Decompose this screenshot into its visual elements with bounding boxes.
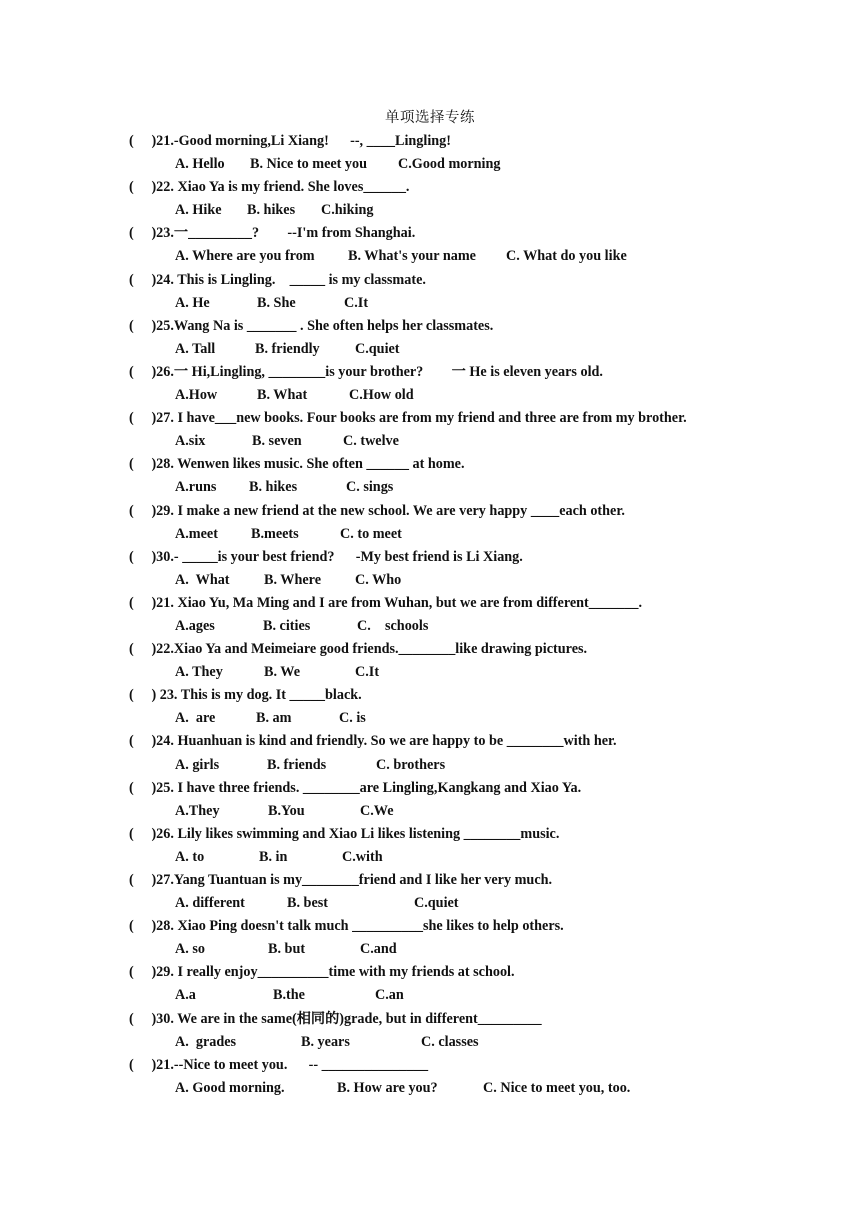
option-c: C. to meet — [340, 525, 402, 542]
option-c: C.It — [344, 294, 369, 311]
answer-options — [129, 199, 829, 222]
option-a: A.How — [175, 387, 218, 404]
question-stem: ( )29. I make a new friend at the new school. We are very happy ____each other. — [129, 502, 625, 519]
question-item — [129, 453, 829, 499]
question-item — [129, 130, 829, 176]
answer-options — [129, 892, 829, 915]
question-stem: ( )25. I have three friends. ________are Lingling,Kangkang and Xiao Ya. — [129, 779, 582, 796]
answer-options — [129, 754, 829, 777]
option-b: B. friendly — [255, 340, 320, 357]
option-b: B. am — [256, 710, 292, 727]
option-b: B. Where — [264, 571, 322, 588]
option-c: C. Nice to meet you, too. — [483, 1079, 631, 1096]
option-b: B. best — [287, 895, 328, 912]
question-item — [129, 269, 829, 315]
answer-options — [129, 292, 829, 315]
option-b: B. years — [301, 1033, 350, 1050]
question-stem: ( )21. Xiao Yu, Ma Ming and I are from Wuhan, but we are from different_______. — [129, 594, 642, 611]
option-c: C.Good morning — [398, 156, 501, 173]
answer-options — [129, 846, 829, 869]
option-c: C. is — [339, 710, 366, 727]
question-item — [129, 1008, 829, 1054]
answer-options — [129, 569, 829, 592]
answer-options — [129, 938, 829, 961]
option-b: B. in — [259, 848, 288, 865]
answer-options — [129, 707, 829, 730]
answer-options — [129, 615, 829, 638]
answer-options — [129, 153, 829, 176]
option-a: A. Hello — [175, 156, 225, 173]
question-stem: ( )25.Wang Na is _______ . She often helps her classmates. — [129, 317, 494, 334]
answer-options — [129, 430, 829, 453]
question-item — [129, 222, 829, 268]
answer-options — [129, 245, 829, 268]
page-title: 单项选择专练 — [385, 110, 475, 126]
question-item — [129, 176, 829, 222]
question-item — [129, 869, 829, 915]
option-b: B. What's your name — [348, 248, 476, 265]
answer-options — [129, 1077, 829, 1100]
option-a: A. to — [175, 848, 205, 865]
answer-options — [129, 800, 829, 823]
option-a: A.six — [175, 433, 206, 450]
option-a: A. girls — [175, 756, 220, 773]
option-c: C. What do you like — [506, 248, 627, 265]
question-item — [129, 823, 829, 869]
option-c: C.an — [375, 987, 404, 1004]
question-stem: ( )24. Huanhuan is kind and friendly. So we are happy to be ________with her. — [129, 733, 617, 750]
option-b: B.the — [273, 987, 305, 1004]
answer-options — [129, 984, 829, 1007]
option-a: A. Where are you from — [175, 248, 315, 265]
question-item — [129, 500, 829, 546]
question-stem: ( )21.--Nice to meet you. -- _______________ — [129, 1056, 429, 1073]
question-stem: ( )22.Xiao Ya and Meimeiare good friends.________like drawing pictures. — [129, 641, 588, 658]
option-c: C. Who — [355, 571, 402, 588]
question-stem: ( )23.一_________? --I'm from Shanghai. — [129, 225, 416, 242]
answer-options — [129, 523, 829, 546]
option-a: A. Hike — [175, 202, 222, 219]
option-b: B. We — [264, 664, 301, 681]
option-c: C. schools — [357, 617, 429, 634]
question-stem: ( )28. Wenwen likes music. She often ______ at home. — [129, 456, 465, 473]
question-stem: ( )29. I really enjoy__________time with my friends at school. — [129, 964, 515, 981]
answer-options — [129, 661, 829, 684]
option-a: A.ages — [175, 617, 215, 634]
option-b: B. Nice to meet you — [250, 156, 368, 173]
question-item — [129, 1054, 829, 1100]
answer-options — [129, 476, 829, 499]
option-a: A. Good morning. — [175, 1079, 285, 1096]
option-a: A. grades — [175, 1033, 237, 1050]
option-b: B. What — [257, 387, 308, 404]
option-a: A. They — [175, 664, 223, 681]
option-c: C.quiet — [355, 340, 400, 357]
question-stem: ( )22. Xiao Ya is my friend. She loves______. — [129, 179, 410, 196]
option-c: C.quiet — [414, 895, 459, 912]
option-b: B. She — [257, 294, 296, 311]
option-a: A. so — [175, 941, 205, 958]
question-list — [129, 130, 829, 1100]
option-c: C. brothers — [376, 756, 446, 773]
option-c: C.We — [360, 802, 394, 819]
option-c: C.How old — [349, 387, 414, 404]
option-b: B. seven — [252, 433, 302, 450]
question-stem: ( )26.一 Hi,Lingling, ________is your brother? 一 He is eleven years old. — [129, 363, 603, 380]
question-stem: ( )28. Xiao Ping doesn't talk much __________she likes to help others. — [129, 918, 564, 935]
question-stem: ( )21.-Good morning,Li Xiang! --, ____Lingling! — [129, 133, 451, 149]
option-a: A. Tall — [175, 340, 216, 357]
option-c: C. twelve — [343, 433, 399, 450]
option-c: C. classes — [421, 1033, 479, 1050]
question-item — [129, 407, 829, 453]
question-item — [129, 592, 829, 638]
option-b: B. friends — [267, 756, 327, 773]
answer-options — [129, 338, 829, 361]
question-item — [129, 638, 829, 684]
option-b: B. hikes — [249, 479, 298, 496]
option-a: A. He — [175, 294, 210, 311]
option-b: B. but — [268, 941, 306, 958]
option-b: B.You — [268, 802, 305, 819]
question-stem: ( )27.Yang Tuantuan is my________friend and I like her very much. — [129, 872, 553, 888]
question-item — [129, 777, 829, 823]
option-b: B. How are you? — [337, 1079, 438, 1096]
question-stem: ( )26. Lily likes swimming and Xiao Li likes listening ________music. — [129, 825, 560, 842]
question-stem: ( ) 23. This is my dog. It _____black. — [129, 687, 362, 704]
option-b: B.meets — [251, 525, 299, 542]
option-b: B. cities — [263, 617, 311, 634]
option-a: A. What — [175, 571, 230, 588]
option-a: A.meet — [175, 525, 218, 542]
question-stem: ( )30. We are in the same(相同的)grade, but in different_________ — [129, 1010, 542, 1027]
question-item — [129, 684, 829, 730]
option-c: C.It — [355, 664, 380, 681]
answer-options — [129, 1031, 829, 1054]
option-a: A.runs — [175, 479, 217, 496]
option-a: A.a — [175, 987, 196, 1004]
option-c: C.hiking — [321, 202, 374, 219]
question-item — [129, 915, 829, 961]
question-item — [129, 546, 829, 592]
answer-options — [129, 384, 829, 407]
option-a: A. are — [175, 710, 216, 727]
option-a: A.They — [175, 802, 220, 819]
option-c: C.with — [342, 848, 383, 865]
question-item — [129, 361, 829, 407]
option-c: C.and — [360, 941, 397, 958]
option-b: B. hikes — [247, 202, 296, 219]
question-stem: ( )27. I have___new books. Four books are from my friend and three are from my brother. — [129, 410, 687, 427]
question-item — [129, 730, 829, 776]
question-stem: ( )24. This is Lingling. _____ is my classmate. — [129, 271, 426, 288]
option-a: A. different — [175, 895, 245, 912]
question-stem: ( )30.- _____is your best friend? -My best friend is Li Xiang. — [129, 548, 523, 565]
question-item — [129, 315, 829, 361]
option-c: C. sings — [346, 479, 394, 496]
question-item — [129, 961, 829, 1007]
